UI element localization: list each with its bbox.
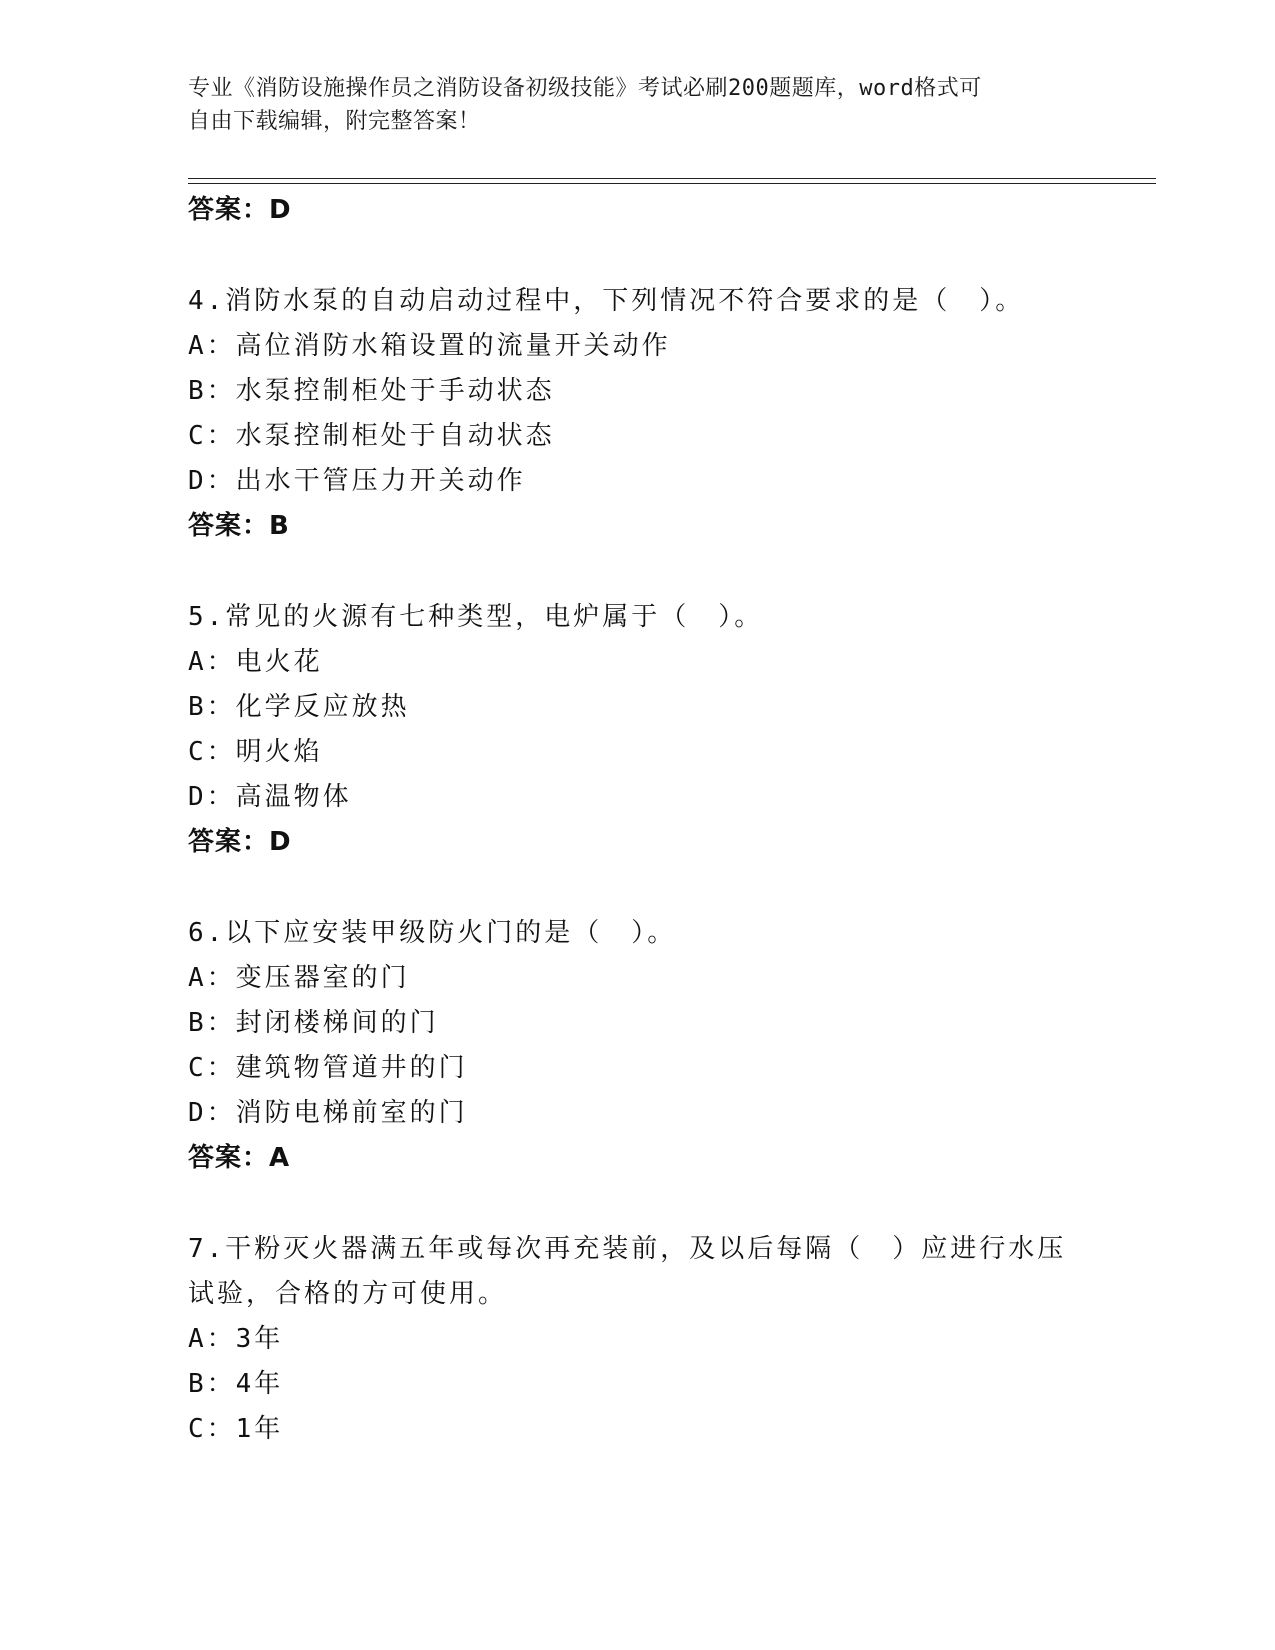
option-d: D：消防电梯前室的门 <box>188 1098 468 1128</box>
question-stem: 5.常见的火源有七种类型，电炉属于（ ）。 <box>188 602 764 632</box>
spacer <box>188 1181 1088 1227</box>
option-d: D：出水干管压力开关动作 <box>188 466 526 496</box>
answer-line: 答案：D <box>188 195 292 225</box>
option-a: A：电火花 <box>188 647 323 677</box>
document-header <box>188 72 1088 138</box>
option-c: C：水泵控制柜处于自动状态 <box>188 421 555 451</box>
question-4 <box>188 279 1088 549</box>
header-divider-top <box>188 178 1156 179</box>
question-stem-line-2: 试验，合格的方可使用。 <box>188 1279 508 1309</box>
option-b: B：水泵控制柜处于手动状态 <box>188 376 555 406</box>
question-stem: 4.消防水泵的自动启动过程中，下列情况不符合要求的是（ ）。 <box>188 286 1025 316</box>
answer-line: 答案：D <box>188 827 292 857</box>
option-b: B：化学反应放热 <box>188 692 410 722</box>
answer-line: 答案：B <box>188 511 290 541</box>
question-stem: 6.以下应安装甲级防火门的是（ ）。 <box>188 918 677 948</box>
option-a: A：变压器室的门 <box>188 963 410 993</box>
option-a: A：高位消防水箱设置的流量开关动作 <box>188 331 671 361</box>
option-c: C：建筑物管道井的门 <box>188 1053 468 1083</box>
answer-line: 答案：A <box>188 1143 291 1173</box>
spacer <box>188 549 1088 595</box>
option-a: A：3年 <box>188 1324 284 1354</box>
option-d: D：高温物体 <box>188 782 352 812</box>
spacer <box>188 865 1088 911</box>
spacer <box>188 233 1088 279</box>
question-stem-line-1: 7.干粉灭火器满五年或每次再充装前，及以后每隔（ ）应进行水压 <box>188 1234 1067 1264</box>
question-6 <box>188 911 1088 1181</box>
option-c: C：明火焰 <box>188 737 323 767</box>
question-5 <box>188 595 1088 865</box>
option-c: C：1年 <box>188 1414 284 1444</box>
header-divider-bottom <box>188 183 1156 184</box>
option-b: B：4年 <box>188 1369 284 1399</box>
question-list <box>188 188 1088 1452</box>
question-7 <box>188 1227 1088 1452</box>
header-line-1: 专业《消防设施操作员之消防设备初级技能》考试必刷200题题库，word格式可 <box>188 76 982 101</box>
option-b: B：封闭楼梯间的门 <box>188 1008 439 1038</box>
header-line-2: 自由下载编辑，附完整答案！ <box>188 109 481 134</box>
